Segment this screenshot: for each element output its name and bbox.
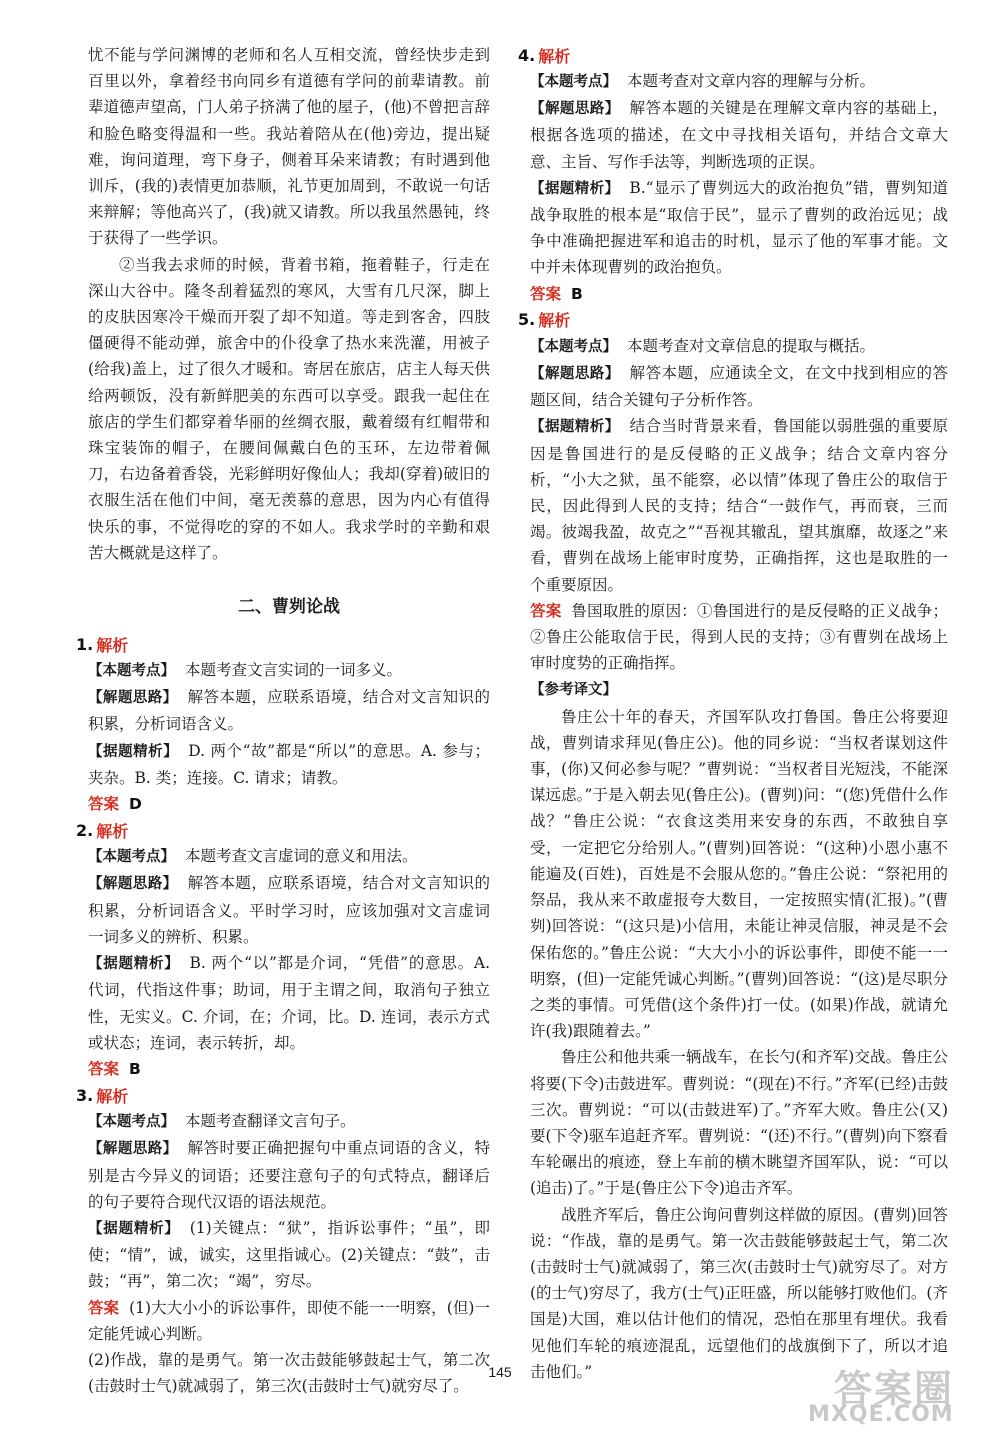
analysis-label: 解析 bbox=[538, 46, 571, 66]
analysis-label: 解析 bbox=[96, 1086, 129, 1106]
question-number: 4. bbox=[518, 45, 536, 65]
topic-tag: 【本题考点】 bbox=[88, 849, 175, 866]
topic-text: 本题考查对文章内容的理解与分析。 bbox=[627, 72, 876, 90]
answer-value: B bbox=[571, 284, 583, 303]
answer-text: 鲁国取胜的原因：①鲁国进行的是反侵略的正义战争；②鲁庄公能取信于民，得到人民的支持；③有曹刿在战场上审时度势的正确指挥。 bbox=[530, 601, 948, 673]
approach-text: 解答本题，应通读全文，在文中找到相应的答题区间，结合关键句子分析作答。 bbox=[530, 364, 948, 410]
approach-tag: 【解题思路】 bbox=[88, 1141, 178, 1158]
section-title: 二、曹刿论战 bbox=[238, 597, 340, 618]
analysis-text: B. 两个“以”都是介词，“凭借”的意思。A. 代词，代指这件事；助词，用于主谓之间，取消句子独立性，无实义。C. 介词，在；介词，比。D. 连词，表示方式或状态；连词，表示转折，却。 bbox=[88, 954, 491, 1052]
approach-text: 解答本题，应联系语境，结合对文言知识的积累，分析词语含义。 bbox=[88, 688, 490, 734]
watermark-text: 答案圈 bbox=[834, 1367, 955, 1411]
topic-tag: 【本题考点】 bbox=[88, 1114, 175, 1131]
topic-text: 本题考查文言虚词的意义和用法。 bbox=[185, 847, 418, 866]
topic-tag: 【本题考点】 bbox=[530, 338, 617, 355]
approach-text: 解答本题，应联系语境，结合对文言知识的积累，分析词语含义。平时学习时，应该加强对文言虚词一词多义的辨析、积累。 bbox=[88, 874, 490, 946]
question-number: 1. bbox=[76, 634, 94, 654]
question-4 bbox=[518, 42, 948, 307]
watermark-url: MXQE.COM bbox=[808, 1402, 954, 1427]
question-5 bbox=[518, 307, 948, 1385]
topic-tag: 【本题考点】 bbox=[530, 74, 617, 90]
left-column bbox=[76, 42, 491, 1399]
analysis-tag: 【据题精析】 bbox=[530, 180, 620, 197]
analysis-tag: 【据题精析】 bbox=[88, 1220, 180, 1237]
question-number: 5. bbox=[518, 310, 536, 330]
answer-label: 答案 bbox=[530, 601, 562, 620]
topic-text: 本题考查文言实词的一词多义。 bbox=[185, 661, 403, 680]
question-number: 3. bbox=[76, 1085, 94, 1105]
translation-paragraph: 鲁庄公十年的春天，齐国军队攻打鲁国。鲁庄公将要迎战，曹刿请求拜见(鲁庄公)。他的同乡说：“当权者谋划这件事，(你)又何必参与呢？”曹刿说：“当权者目光短浅，不能深谋远虑。”于是入朝去见(鲁庄公)。(曹刿)问：“(您)凭借什么作战？”鲁庄公说：“衣食这类用来安身的东西，不敢独自享受，一定把它分给别人。”(曹刿)回答说：“(这种)小恩小惠不能遍及(百姓)，百姓是不会服从您的。”鲁庄公说：“祭祀用的祭品，我从来不敢虚报夸大数目，一定按照实情(汇报)。”(曹刿)回答说：“(这只是)小信用，未能让神灵信服，神灵是不会保佑您的。”鲁庄公说：“大大小小的诉讼事件，即使不能一一明察，(但)一定能凭诚心判断。”(曹刿)回答说：“(这)是尽职分之类的事情。可凭借(这个条件)打一仗。(如果)作战，就请允许(我)跟随着去。” bbox=[530, 707, 948, 1041]
analysis-text: (1)关键点：“狱”，指诉讼事件；“虽”，即使；“情”，诚，诚实，这里指诚心。(2)关键点：“鼓”，击鼓；“再”，第二次；“竭”，穷尽。 bbox=[88, 1218, 491, 1291]
right-column bbox=[518, 42, 948, 1385]
question-1 bbox=[76, 631, 490, 817]
paragraph: 忧不能与学问渊博的老师和名人互相交流，曾经快步走到百里以外，拿着经书向同乡有道德有学问的前辈请教。前辈道德声望高，门人弟子挤满了他的屋子，(他)不曾把言辞和脸色略变得温和一些。我站着陪从在(他)旁边，提出疑难，询问道理，弯下身子，侧着耳朵来请教；有时遇到他训斥，(我的)表情更加恭顺，礼节更加周到，不敢说一句话来辩解；等他高兴了，(我)就又请教。所以我虽然愚钝，终于获得了一些学识。 bbox=[88, 46, 490, 248]
question-number: 2. bbox=[76, 820, 94, 840]
analysis-label: 解析 bbox=[538, 311, 571, 331]
answer-text: (1)大大小小的诉讼事件，即使不能一一明察，(但)一定能凭诚心判断。 bbox=[88, 1298, 490, 1343]
translation-paragraph: 鲁庄公和他共乘一辆战车，在长勺(和齐军)交战。鲁庄公将要(下令)击鼓进军。曹刿说：“(现在)不行。”齐军(已经)击鼓三次。曹刿说：“可以(击鼓进军)了。”齐军大败。鲁庄公(又)要(下令)驱车追赶齐军。曹刿说：“(还)不行。”(曹刿)向下察看车轮碾出的痕迹，登上车前的横木眺望齐国军队，说：“可以(追击)了。”于是(鲁庄公下令)追击齐军。 bbox=[530, 1048, 948, 1198]
analysis-label: 解析 bbox=[96, 821, 129, 841]
answer-label: 答案 bbox=[88, 795, 120, 814]
topic-text: 本题考查翻译文言句子。 bbox=[185, 1112, 356, 1131]
approach-text: 解答时要正确把握句中重点词语的含义，特别是古今异义的词语；还要注意句子的句式特点，翻译后的句子要符合现代汉语的语法规范。 bbox=[88, 1139, 490, 1211]
reference-translation-tag: 【参考译文】 bbox=[530, 682, 617, 699]
approach-tag: 【解题思路】 bbox=[88, 876, 178, 893]
analysis-text: 结合当时背景来看，鲁国能以弱胜强的重要原因是鲁国进行的是反侵略的正义战争；结合文章内容分析，“小大之狱，虽不能察，必以情”体现了鲁庄公的取信于民，因此得到人民的支持；结合“一鼓作气，再而衰，三而竭。彼竭我盈，故克之”“吾视其辙乱，望其旗靡，故逐之”来看，曹刿在战场上能审时度势，正确指挥，这也是取胜的一个重要原因。 bbox=[530, 417, 948, 594]
approach-text: 解答本题的关键是在理解文章内容的基础上，根据各选项的描述，在文中寻找相关语句，并结合文章大意、主旨、写作手法等，判断选项的正误。 bbox=[530, 99, 948, 171]
analysis-tag: 【据题精析】 bbox=[530, 419, 620, 436]
question-3 bbox=[76, 1082, 491, 1399]
question-2 bbox=[76, 817, 491, 1082]
watermark-logo bbox=[808, 1358, 988, 1428]
answer-label: 答案 bbox=[88, 1059, 120, 1078]
approach-tag: 【解题思路】 bbox=[530, 366, 620, 383]
answer-label: 答案 bbox=[530, 284, 562, 303]
topic-tag: 【本题考点】 bbox=[88, 663, 175, 680]
page-number: 145 bbox=[488, 1364, 512, 1380]
paragraph: ②当我去求师的时候，背着书箱，拖着鞋子，行走在深山大谷中。隆冬刮着猛烈的寒风，大雪有几尺深，脚上的皮肤因寒冷干燥而开裂了却不知道。等走到客舍，四肢僵硬得不能动弹，旅舍中的仆役拿了热水来洗灌，用被子(给我)盖上，过了很久才暖和。寄居在旅店，店主人每天供给两顿饭，没有新鲜肥美的东西可以享受。跟我一起住在旅店的学生们都穿着华丽的丝绸衣服，戴着缀有红帽带和珠宝装饰的帽子，在腰间佩戴白色的玉环，左边带着佩刀，右边备着香袋，光彩鲜明好像仙人；我却(穿着)破旧的衣服生活在他们中间，毫无羡慕的意思，因为内心有值得快乐的事，不觉得吃的穿的不如人。我求学时的辛勤和艰苦大概就是这样了。 bbox=[88, 255, 490, 562]
answer-text: (2)作战，靠的是勇气。第一次击鼓能够鼓起士气，第二次(击鼓时士气)就减弱了，第三次(击鼓时士气)就穷尽了。 bbox=[88, 1350, 490, 1396]
answer-value: B bbox=[129, 1059, 141, 1078]
answer-label: 答案 bbox=[88, 1298, 120, 1317]
answer-value: D bbox=[129, 795, 142, 814]
analysis-tag: 【据题精析】 bbox=[88, 956, 180, 973]
topic-text: 本题考查对文章信息的提取与概括。 bbox=[627, 336, 876, 355]
analysis-tag: 【据题精析】 bbox=[88, 743, 179, 760]
analysis-text: D. 两个“故”都是“所以”的意思。A. 参与；夹杂。B. 类；连接。C. 请求；请教。 bbox=[88, 741, 490, 787]
approach-tag: 【解题思路】 bbox=[88, 690, 178, 707]
translation-paragraph: 战胜齐军后，鲁庄公询问曹刿这样做的原因。(曹刿)回答说：“作战，靠的是勇气。第一次击鼓能够鼓起士气，第二次(击鼓时士气)就减弱了，第三次(击鼓时士气)就穷尽了。对方(的士气)穷尽了，我方(士气)正旺盛，所以能够打败他们。(齐国是)大国，难以估计他们的情况，恐怕在那里有埋伏。我看见他们车轮的痕迹混乱，远望他们的战旗倒下了，所以才追击他们。” bbox=[530, 1205, 948, 1381]
analysis-text: B.“显示了曹刿远大的政治抱负”错，曹刿知道战争取胜的根本是“取信于民”，显示了曹刿的政治远见；战争中准确把握进军和追击的时机，显示了他的军事才能。文中并未体现曹刿的政治抱负。 bbox=[530, 178, 948, 277]
approach-tag: 【解题思路】 bbox=[530, 101, 620, 118]
analysis-label: 解析 bbox=[96, 635, 129, 655]
